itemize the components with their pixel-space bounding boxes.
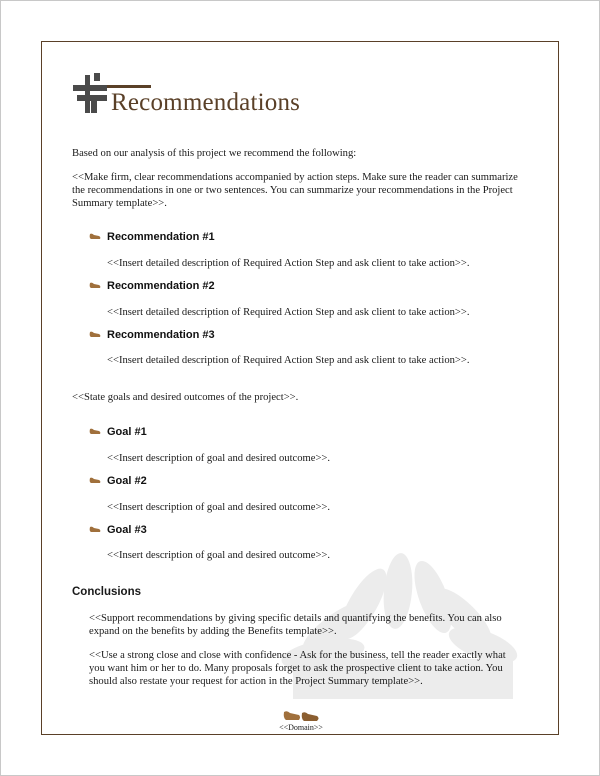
- shoe-bullet-icon: [89, 427, 101, 435]
- shoe-bullet-icon: [89, 476, 101, 484]
- goal-3-title: Goal #3: [107, 524, 147, 536]
- shoe-bullet-icon: [89, 232, 101, 240]
- conclusions-para2-line-3: should also restate your request for action in the Project Summary template>>.: [89, 676, 423, 687]
- shoe-bullet-icon: [89, 281, 101, 289]
- instructions-line-1: <<Make firm, clear recommendations accompanied by action steps. Make sure the reader can summarize: [72, 172, 518, 183]
- conclusions-heading: Conclusions: [72, 586, 142, 598]
- conclusions-para2-line-2: you want him or her to do. Many proposals forget to ask the prospective client to take action. You: [89, 663, 503, 674]
- goal-1-title: Goal #1: [107, 426, 147, 438]
- recommendation-3-title: Recommendation #3: [107, 329, 215, 341]
- goal-3-description: <<Insert description of goal and desired outcome>>.: [107, 550, 331, 561]
- intro-text: Based on our analysis of this project we recommend the following:: [72, 148, 357, 159]
- goals-intro-text: <<State goals and desired outcomes of the project>>.: [72, 392, 299, 403]
- goal-2-description: <<Insert description of goal and desired outcome>>.: [107, 502, 331, 513]
- recommendation-2-description: <<Insert detailed description of Required Action Step and ask client to take action>>.: [107, 307, 470, 318]
- goal-1-description: <<Insert description of goal and desired outcome>>.: [107, 453, 331, 464]
- footer-domain: <<Domain>>: [279, 723, 323, 732]
- instructions-line-3: Summary template>>.: [72, 198, 167, 209]
- recommendation-3-description: <<Insert detailed description of Required Action Step and ask client to take action>>.: [107, 355, 470, 366]
- instructions-line-2: the recommendations in one or two sentences. You can summarize your recommendations in the Project: [72, 185, 513, 196]
- shoes-logo-icon: [282, 708, 322, 722]
- page-title: Recommendations: [111, 89, 301, 116]
- conclusions-para1-line-1: <<Support recommendations by giving specific details and quantifying the benefits. You can also: [89, 613, 502, 624]
- goal-2-title: Goal #2: [107, 475, 147, 487]
- conclusions-para2-line-1: <<Use a strong close and close with confidence - Ask for the business, tell the reader exactly what: [89, 650, 506, 661]
- shoe-bullet-icon: [89, 330, 101, 338]
- conclusions-para1-line-2: expand on the benefits by adding the Benefits template>>.: [89, 626, 337, 637]
- recommendation-2-title: Recommendation #2: [107, 280, 215, 292]
- recommendation-1-description: <<Insert detailed description of Required Action Step and ask client to take action>>.: [107, 258, 470, 269]
- shoe-bullet-icon: [89, 525, 101, 533]
- recommendation-1-title: Recommendation #1: [107, 231, 215, 243]
